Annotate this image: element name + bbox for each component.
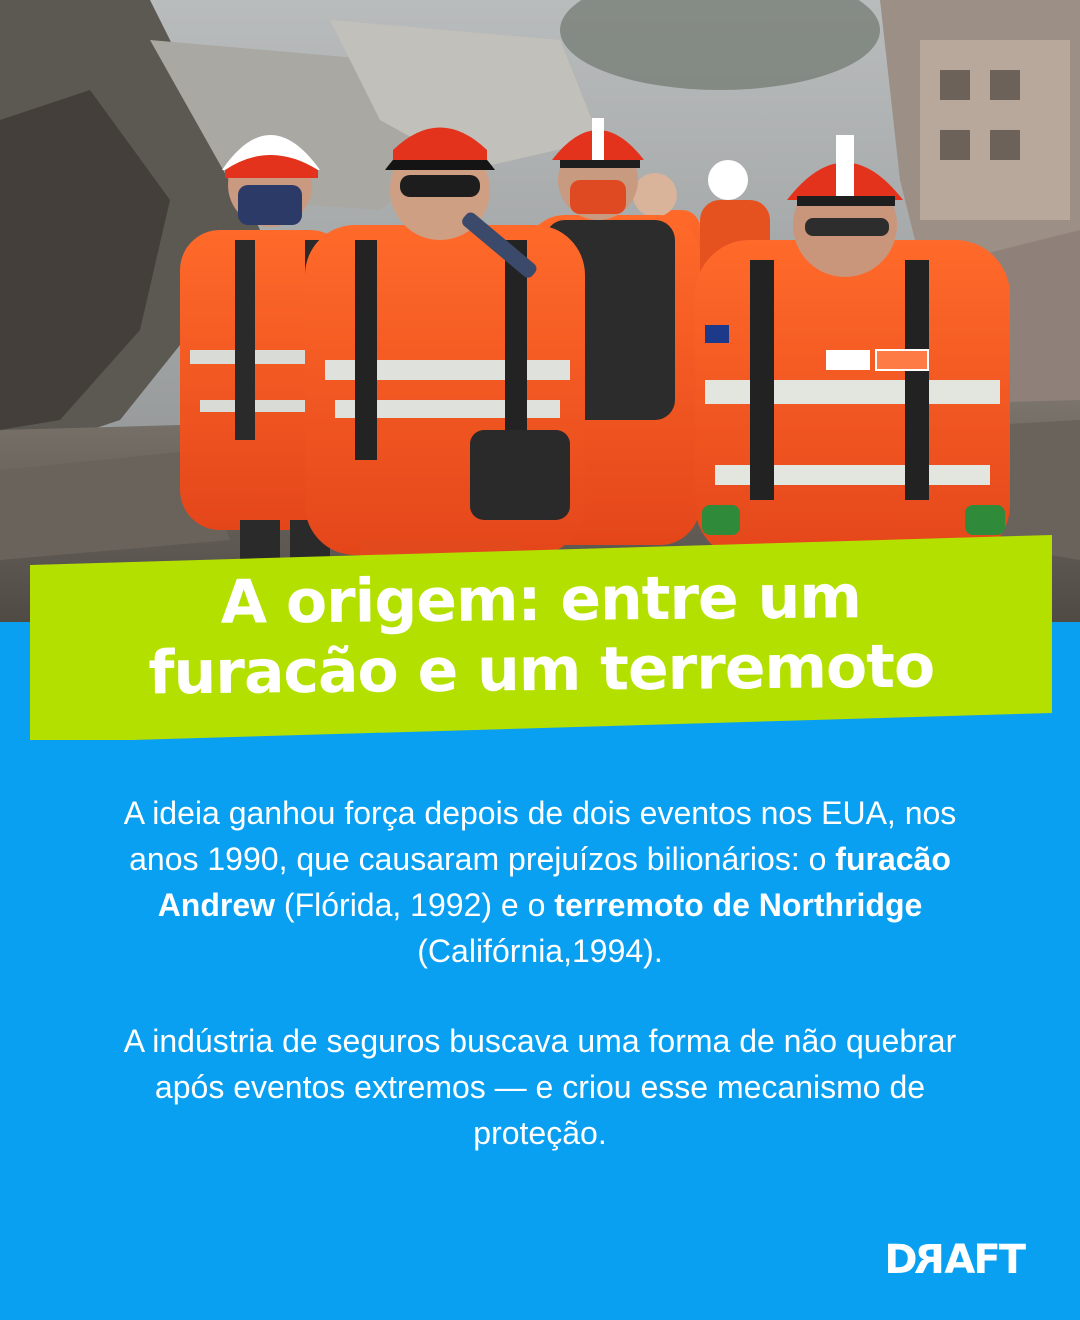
page-title	[29, 561, 1052, 710]
title-line-1: A origem: entre um	[220, 562, 862, 638]
p1-highlight-northridge: terremoto de Northridge	[554, 887, 923, 923]
logo-letter-d: D	[884, 1237, 916, 1283]
p1-highlight-andrew: furacão Andrew	[157, 841, 951, 923]
logo-letters-aft: AFT	[944, 1237, 1024, 1283]
body-text	[120, 790, 960, 1200]
p1-text-1: A ideia ganhou força depois de dois eventos nos EUA, nos anos 1990, que causaram prejuízos bilionários: o	[123, 795, 957, 877]
draft-logo	[884, 1238, 1024, 1282]
hero-photo	[0, 0, 1080, 622]
p1-text-3: (Califórnia,1994).	[417, 933, 663, 969]
title-line-2: furacão e um terremoto	[148, 631, 935, 709]
logo-letter-r-mirrored: R	[915, 1237, 945, 1283]
paragraph-insurance: A indústria de seguros buscava uma forma de não quebrar após eventos extremos — e criou esse mecanismo de proteção.	[123, 1023, 957, 1151]
title-banner	[30, 535, 1052, 740]
paragraph-origin	[120, 790, 960, 974]
rescue-team-illustration	[0, 0, 1080, 622]
p1-text-2: (Flórida, 1992) e o	[275, 887, 555, 923]
